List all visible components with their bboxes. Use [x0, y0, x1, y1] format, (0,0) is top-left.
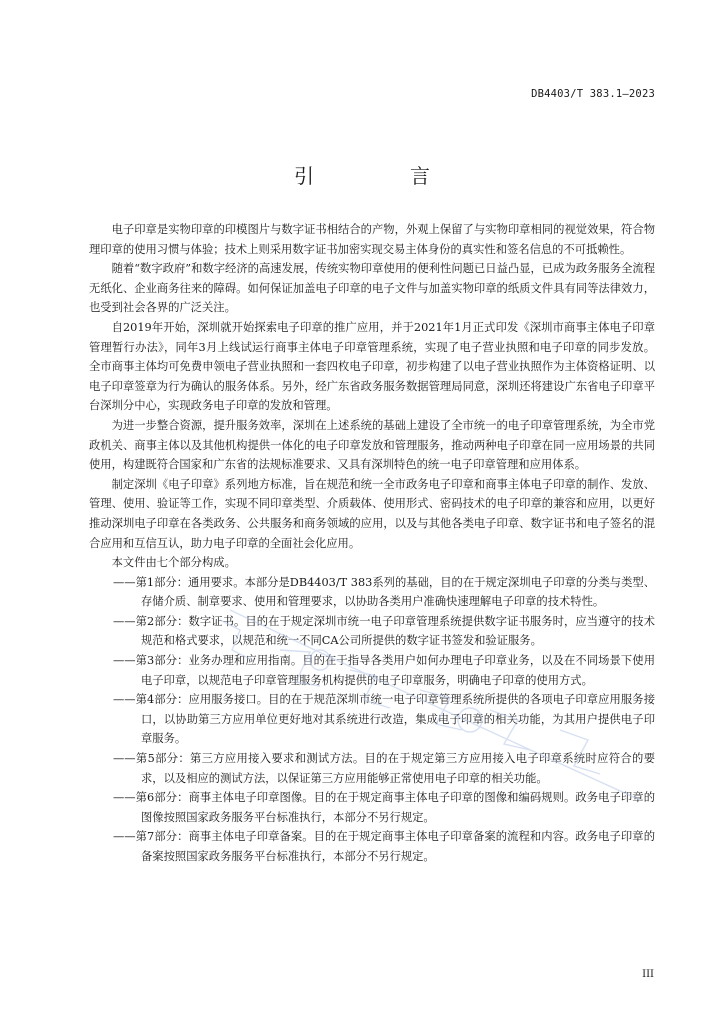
paragraph-system: 为进一步整合资源，提升服务效率，深圳在上述系统的基础上建设了全市统一的电子印章管理系统，为全市党政机关、商事主体以及其他机构提供一体化的电子印章发放和管理服务，推动两种电子印章在同一应用场景的共同使用，构建既符合国家和广东省的法规标准要求、又具有深圳特色的统一电子印章管理和应用体系。	[89, 418, 655, 472]
paragraph-purpose: 制定深圳《电子印章》系列地方标准，旨在规范和统一全市政务电子印章和商事主体电子印章的制作、发放、管理、使用、验证等工作，实现不同印章类型、介质载体、使用形式、密码技术的电子印章的兼容和应用，以更好推动深圳电子印章在各类政务、公共服务和商务领域的应用，以及与其他各类电子印章、数字证书和电子签名的混合应用和互信互认，助力电子印章的全面社会化应用。	[89, 477, 655, 550]
standard-code: DB4403/T 383.1—2023	[531, 88, 655, 100]
part-item-4: ——第4部分：应用服务接口。目的在于规范深圳市统一电子印章管理系统所提供的各项电子印章应用服务接口，以协助第三方应用单位更好地对其系统进行改造，集成电子印章的相关功能，为其用户提供电子印章服务。	[113, 693, 655, 746]
paragraph-history: 自2019年开始，深圳就开始探索电子印章的推广应用，并于2021年1月正式印发《深圳市商事主体电子印章管理暂行办法》，同年3月上线试运行商事主体电子印章管理系统，实现了电子营业执照和电子印章的同步发放。全市商事主体均可免费申领电子营业执照和一套四枚电子印章，初步构建了以电子营业执照作为主体资格证明、以电子印章签章为行为确认的服务体系。另外，经广东省政务服务数据管理局同意，深圳还将建设广东省电子印章平台深圳分中心，实现政务电子印章的发放和管理。	[89, 320, 655, 413]
part-item-7: ——第7部分：商事主体电子印章备案。目的在于规定商事主体电子印章备案的流程和内容。政务电子印章的备案按照国家政务服务平台标准执行，本部分不另行规定。	[113, 830, 655, 863]
paragraph-intro: 电子印章是实物印章的印模图片与数字证书相结合的产物，外观上保留了与实物印章相同的视觉效果，符合物理印章的使用习惯与体验；技术上则采用数字证书加密实现交易主体身份的真实性和签名信息的不可抵赖性。	[89, 223, 655, 256]
part-item-3: ——第3部分：业务办理和应用指南。目的在于指导各类用户如何办理电子印章业务，以及在不同场景下使用电子印章，以规范电子印章管理服务机构提供的电子印章服务，明确电子印章的使用方式。	[113, 654, 655, 687]
paragraph-background: 随着“数字政府”和数字经济的高速发展，传统实物印章使用的便利性问题已日益凸显，已成为政务服务全流程无纸化、企业商务往来的障碍。如何保证加盖电子印章的电子文件与加盖实物印章的纸质文件具有同等法律效力，也受到社会各界的广泛关注。	[89, 262, 655, 315]
page-number: III	[642, 969, 654, 980]
part-item-1: ——第1部分：通用要求。本部分是DB4403/T 383系列的基础，目的在于规定深圳电子印章的分类与类型、存储介质、制章要求、使用和管理要求，以协助各类用户准确快速理解电子印章的技术特性。	[113, 575, 655, 609]
part-item-2: ——第2部分：数字证书。目的在于规定深圳市统一电子印章管理系统提供数字证书服务时，应当遵守的技术规范和格式要求，以规范和统一不同CA公司所提供的数字证书签发和验证服务。	[113, 614, 655, 648]
document-body	[89, 220, 655, 867]
part-item-6: ——第6部分：商事主体电子印章图像。目的在于规定商事主体电子印章的图像和编码规则。政务电子印章的图像按照国家政务服务平台标准执行，本部分不另行规定。	[113, 791, 655, 824]
part-item-5: ——第5部分：第三方应用接入要求和测试方法。目的在于规定第三方应用接入电子印章系统时应符合的要求，以及相应的测试方法，以保证第三方应用能够正常使用电子印章的相关功能。	[113, 752, 655, 785]
page-title: 引 言	[294, 164, 468, 188]
paragraph-structure: 本文件由七个部分构成。	[111, 556, 236, 570]
